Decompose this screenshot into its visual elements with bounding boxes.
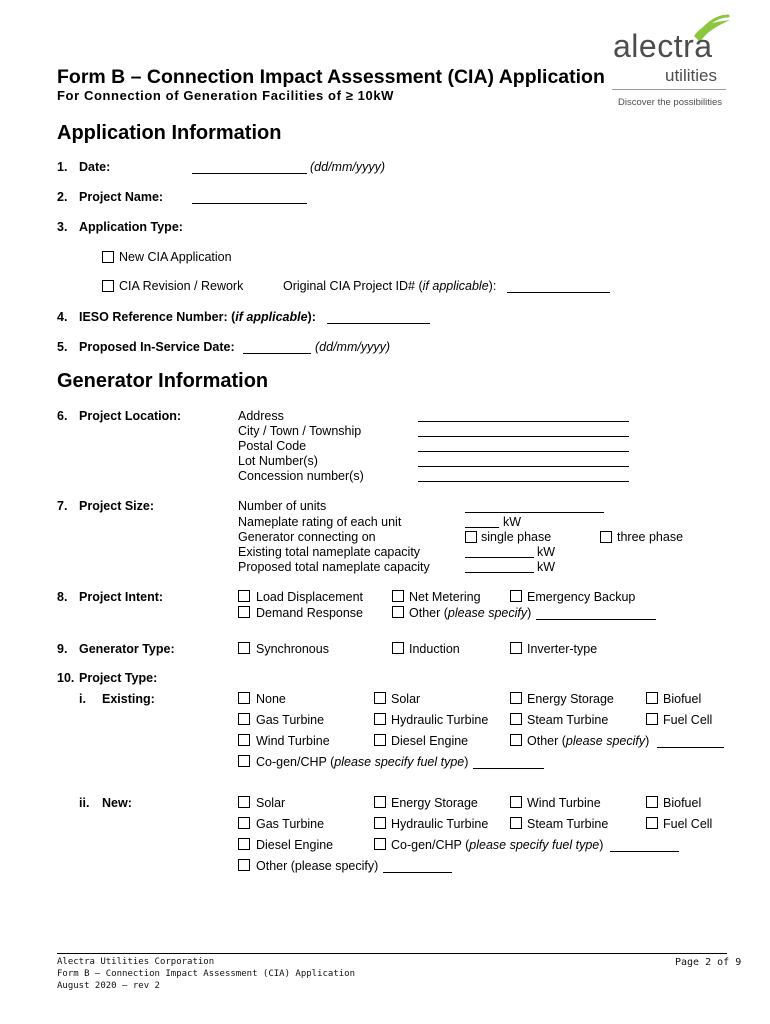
- existing-wind-checkbox[interactable]: [238, 734, 250, 746]
- intent-other-field[interactable]: [536, 619, 656, 620]
- new-solar-checkbox[interactable]: [238, 796, 250, 808]
- q10-label: Project Type:: [79, 671, 158, 685]
- new-storage-checkbox[interactable]: [374, 796, 386, 808]
- existing-other-field[interactable]: [657, 747, 724, 748]
- q8-label: Project Intent:: [79, 590, 164, 604]
- location-lot-label: Lot Number(s): [238, 454, 318, 468]
- date-field[interactable]: [192, 173, 307, 174]
- existing-cogen-label: Co-gen/CHP (please specify fuel type): [256, 755, 469, 769]
- date-hint: (dd/mm/yyyy): [310, 160, 385, 174]
- new-biofuel-checkbox[interactable]: [646, 796, 658, 808]
- form-subtitle: For Connection of Generation Facilities of ≥ 10kW: [57, 88, 395, 103]
- q3-number: 3.: [57, 220, 68, 234]
- load-displacement-label: Load Displacement: [256, 590, 364, 604]
- inverter-checkbox[interactable]: [510, 642, 522, 654]
- existing-other-checkbox[interactable]: [510, 734, 522, 746]
- new-other-label: Other (please specify): [256, 859, 379, 873]
- inverter-label: Inverter-type: [527, 642, 598, 656]
- new-number: ii.: [79, 796, 90, 810]
- q2-number: 2.: [57, 190, 68, 204]
- single-phase-checkbox[interactable]: [465, 531, 477, 543]
- nameplate-rating-field[interactable]: [465, 527, 499, 528]
- existing-label: Existing:: [102, 692, 155, 706]
- new-steam-label: Steam Turbine: [527, 817, 609, 831]
- location-concession-label: Concession number(s): [238, 469, 364, 483]
- q6-label: Project Location:: [79, 409, 182, 423]
- project-name-field[interactable]: [192, 203, 307, 204]
- q4-number: 4.: [57, 310, 68, 324]
- postal-code-field[interactable]: [418, 451, 629, 452]
- new-cia-label: New CIA Application: [119, 250, 232, 264]
- new-cogen-field[interactable]: [610, 851, 679, 852]
- q5-label: Proposed In-Service Date:: [79, 340, 235, 354]
- new-cogen-checkbox[interactable]: [374, 838, 386, 850]
- q6-number: 6.: [57, 409, 68, 423]
- demand-response-checkbox[interactable]: [238, 606, 250, 618]
- new-wind-label: Wind Turbine: [527, 796, 601, 810]
- existing-solar-checkbox[interactable]: [374, 692, 386, 704]
- new-cia-checkbox[interactable]: [102, 251, 114, 263]
- q1-number: 1.: [57, 160, 68, 174]
- logo-sub: utilities: [665, 66, 717, 85]
- original-id-label: Original CIA Project ID# (if applicable):: [283, 279, 497, 293]
- connecting-label: Generator connecting on: [238, 530, 376, 544]
- footer-divider: [57, 953, 727, 954]
- existing-cogen-checkbox[interactable]: [238, 755, 250, 767]
- concession-field[interactable]: [418, 481, 629, 482]
- existing-capacity-unit: kW: [537, 545, 556, 559]
- form-title: Form B – Connection Impact Assessment (CIA) Application: [57, 66, 605, 88]
- existing-hydraulic-label: Hydraulic Turbine: [391, 713, 489, 727]
- existing-none-label: None: [256, 692, 286, 706]
- new-hydraulic-checkbox[interactable]: [374, 817, 386, 829]
- original-id-field[interactable]: [507, 292, 610, 293]
- induction-checkbox[interactable]: [392, 642, 404, 654]
- load-displacement-checkbox[interactable]: [238, 590, 250, 602]
- new-label: New:: [102, 796, 132, 810]
- three-phase-label: three phase: [617, 530, 684, 544]
- existing-gas-label: Gas Turbine: [256, 713, 325, 727]
- existing-biofuel-label: Biofuel: [663, 692, 702, 706]
- footer-form-name: Form B – Connection Impact Assessment (CIA) Application: [57, 969, 356, 979]
- q3-label: Application Type:: [79, 220, 183, 234]
- proposed-capacity-unit: kW: [537, 560, 556, 574]
- q7-label: Project Size:: [79, 499, 155, 513]
- logo-brand: alectra: [613, 28, 713, 64]
- existing-other-label: Other (please specify): [527, 734, 650, 748]
- in-service-date-field[interactable]: [243, 353, 311, 354]
- new-biofuel-label: Biofuel: [663, 796, 702, 810]
- new-solar-label: Solar: [256, 796, 286, 810]
- existing-steam-label: Steam Turbine: [527, 713, 609, 727]
- nameplate-label: Nameplate rating of each unit: [238, 515, 402, 529]
- emergency-backup-label: Emergency Backup: [527, 590, 636, 604]
- existing-steam-checkbox[interactable]: [510, 713, 522, 725]
- location-city-label: City / Town / Township: [238, 424, 362, 438]
- q7-number: 7.: [57, 499, 68, 513]
- existing-none-checkbox[interactable]: [238, 692, 250, 704]
- existing-storage-checkbox[interactable]: [510, 692, 522, 704]
- new-gas-label: Gas Turbine: [256, 817, 325, 831]
- q8-number: 8.: [57, 590, 68, 604]
- section-heading-generator: Generator Information: [57, 370, 269, 392]
- q2-label: Project Name:: [79, 190, 164, 204]
- section-heading-application: Application Information: [57, 122, 282, 144]
- synchronous-label: Synchronous: [256, 642, 329, 656]
- num-units-field[interactable]: [465, 512, 604, 513]
- intent-other-label: Other (please specify): [409, 606, 532, 620]
- existing-fuel-cell-label: Fuel Cell: [663, 713, 713, 727]
- q9-number: 9.: [57, 642, 68, 656]
- existing-number: i.: [79, 692, 86, 706]
- existing-storage-label: Energy Storage: [527, 692, 614, 706]
- existing-capacity-label: Existing total nameplate capacity: [238, 545, 421, 559]
- location-address-label: Address: [238, 409, 284, 423]
- new-diesel-checkbox[interactable]: [238, 838, 250, 850]
- new-gas-checkbox[interactable]: [238, 817, 250, 829]
- new-fuel-cell-label: Fuel Cell: [663, 817, 713, 831]
- new-diesel-label: Diesel Engine: [256, 838, 334, 852]
- existing-gas-checkbox[interactable]: [238, 713, 250, 725]
- new-other-field[interactable]: [383, 872, 452, 873]
- q5-number: 5.: [57, 340, 68, 354]
- city-field[interactable]: [418, 436, 629, 437]
- three-phase-checkbox[interactable]: [600, 531, 612, 543]
- intent-other-checkbox[interactable]: [392, 606, 404, 618]
- new-fuel-cell-checkbox[interactable]: [646, 817, 658, 829]
- existing-hydraulic-checkbox[interactable]: [374, 713, 386, 725]
- logo-tagline: Discover the possibilities: [618, 97, 723, 108]
- new-wind-checkbox[interactable]: [510, 796, 522, 808]
- page-number: Page 2 of 9: [675, 957, 742, 968]
- existing-solar-label: Solar: [391, 692, 421, 706]
- proposed-capacity-label: Proposed total nameplate capacity: [238, 560, 430, 574]
- footer-date: August 2020 – rev 2: [57, 981, 160, 991]
- q9-label: Generator Type:: [79, 642, 175, 656]
- logo-divider: [612, 89, 726, 90]
- lot-number-field[interactable]: [418, 466, 629, 467]
- existing-diesel-label: Diesel Engine: [391, 734, 469, 748]
- induction-label: Induction: [409, 642, 460, 656]
- footer-company: Alectra Utilities Corporation: [57, 957, 215, 967]
- existing-capacity-field[interactable]: [465, 557, 534, 558]
- q10-number: 10.: [57, 671, 75, 685]
- existing-wind-label: Wind Turbine: [256, 734, 330, 748]
- new-steam-checkbox[interactable]: [510, 817, 522, 829]
- new-other-checkbox[interactable]: [238, 859, 250, 871]
- synchronous-checkbox[interactable]: [238, 642, 250, 654]
- new-cogen-label: Co-gen/CHP (please specify fuel type): [391, 838, 604, 852]
- single-phase-label: single phase: [481, 530, 552, 544]
- rework-label: CIA Revision / Rework: [119, 279, 244, 293]
- emergency-backup-checkbox[interactable]: [510, 590, 522, 602]
- existing-fuel-cell-checkbox[interactable]: [646, 713, 658, 725]
- existing-cogen-field[interactable]: [473, 768, 544, 769]
- net-metering-checkbox[interactable]: [392, 590, 404, 602]
- net-metering-label: Net Metering: [409, 590, 481, 604]
- rework-checkbox[interactable]: [102, 280, 114, 292]
- address-field[interactable]: [418, 421, 629, 422]
- new-hydraulic-label: Hydraulic Turbine: [391, 817, 489, 831]
- demand-response-label: Demand Response: [256, 606, 364, 620]
- existing-diesel-checkbox[interactable]: [374, 734, 386, 746]
- proposed-capacity-field[interactable]: [465, 572, 534, 573]
- nameplate-unit: kW: [503, 515, 522, 529]
- in-service-date-hint: (dd/mm/yyyy): [315, 340, 390, 354]
- location-postal-label: Postal Code: [238, 439, 307, 453]
- q1-label: Date:: [79, 160, 111, 174]
- ieso-ref-field[interactable]: [327, 323, 430, 324]
- existing-biofuel-checkbox[interactable]: [646, 692, 658, 704]
- units-label: Number of units: [238, 499, 327, 513]
- new-storage-label: Energy Storage: [391, 796, 478, 810]
- q4-label: IESO Reference Number: (if applicable):: [79, 310, 316, 324]
